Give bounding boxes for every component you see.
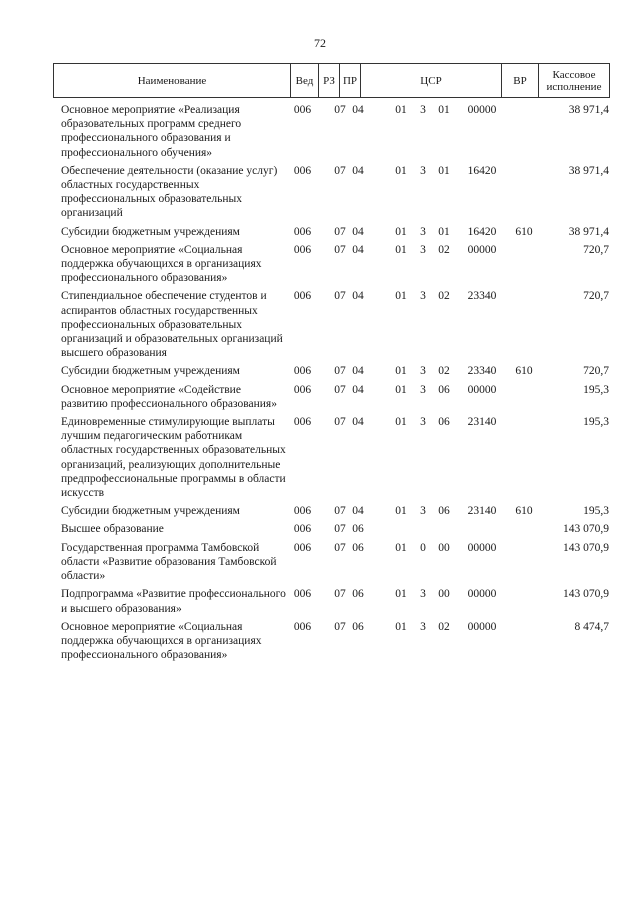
cell-name: Субсидии бюджетным учреждениям: [61, 505, 240, 518]
cell-c4: 23140: [467, 416, 497, 429]
table-row: [53, 415, 613, 500]
cell-rz: 07: [334, 620, 346, 633]
cell-c1: 01: [395, 541, 407, 554]
cell-rz: 07: [334, 383, 346, 396]
header-rz: РЗ: [319, 64, 340, 98]
cell-ved: 006: [293, 104, 312, 116]
table-header: [53, 63, 610, 98]
header-name: Наименование: [54, 64, 291, 98]
cell-c1: 01: [395, 365, 407, 378]
cell-name: Субсидии бюджетным учреждениям: [61, 225, 240, 238]
cell-ved: 006: [293, 505, 312, 518]
cell-amount: 720,7: [583, 365, 609, 378]
cell-name: Обеспечение деятельности (оказание услуг) областных государственных профессиональных образовательных организаций: [61, 164, 278, 220]
cell-vr: 610: [515, 225, 533, 238]
cell-amount: 143 070,9: [563, 523, 609, 536]
cell-rz: 07: [334, 588, 346, 601]
cell-c1: 01: [395, 164, 407, 177]
cell-c4: 00000: [467, 104, 497, 116]
cell-c3: 02: [438, 620, 450, 633]
cell-ved: 006: [293, 290, 312, 303]
cell-c4: 16420: [467, 164, 497, 177]
header-ved: Вед: [291, 64, 319, 98]
cell-amount: 143 070,9: [563, 541, 609, 554]
cell-amount: 38 971,4: [568, 225, 609, 238]
cell-c3: 06: [438, 505, 450, 518]
cell-rz: 07: [334, 225, 346, 238]
table-row: [53, 164, 613, 221]
cell-rz: 07: [334, 365, 346, 378]
table-row: [53, 364, 613, 378]
cell-pr: 04: [352, 290, 364, 303]
cell-c4: 16420: [467, 225, 497, 238]
cell-amount: 195,3: [583, 383, 609, 396]
cell-ved: 006: [293, 365, 312, 378]
table-row: [53, 103, 613, 160]
cell-name: Основное мероприятие «Содействие развитию профессионального образования»: [61, 383, 277, 410]
cell-amount: 38 971,4: [568, 104, 609, 116]
cell-c3: 01: [438, 225, 450, 238]
cell-pr: 04: [352, 416, 364, 429]
table-row: [53, 541, 613, 584]
cell-rz: 07: [334, 541, 346, 554]
cell-c4: 00000: [467, 243, 497, 256]
cell-rz: 07: [334, 164, 346, 177]
cell-pr: 04: [352, 243, 364, 256]
cell-c4: 23340: [467, 290, 497, 303]
cell-pr: 06: [352, 523, 364, 536]
header-pr: ПР: [340, 64, 361, 98]
cell-c4: 00000: [467, 588, 497, 601]
cell-c4: 23140: [467, 505, 497, 518]
cell-c1: 01: [395, 505, 407, 518]
cell-c2: 3: [420, 383, 426, 396]
cell-pr: 04: [352, 505, 364, 518]
cell-c2: 3: [420, 505, 426, 518]
cell-name: Субсидии бюджетным учреждениям: [61, 365, 240, 378]
cell-ved: 006: [293, 416, 312, 429]
cell-c2: 3: [420, 225, 426, 238]
table-row: [53, 243, 613, 286]
table-row: [53, 587, 613, 615]
cell-c2: 3: [420, 416, 426, 429]
cell-ved: 006: [293, 243, 312, 256]
cell-pr: 06: [352, 620, 364, 633]
cell-rz: 07: [334, 290, 346, 303]
cell-name: Стипендиальное обеспечение студентов и аспирантов областных государственных профессиональных образовательных организаций и образовательных организаций высшего образования: [61, 290, 283, 360]
table-row: [53, 522, 613, 536]
cell-ved: 006: [293, 225, 312, 238]
page-number: 72: [314, 36, 326, 50]
cell-amount: 38 971,4: [568, 164, 609, 177]
cell-c4: 00000: [467, 383, 497, 396]
cell-c2: 3: [420, 104, 426, 116]
cell-c3: 01: [438, 164, 450, 177]
header-amount: Кассовое исполнение: [539, 64, 610, 98]
cell-c1: 01: [395, 588, 407, 601]
cell-c3: 01: [438, 104, 450, 116]
cell-pr: 04: [352, 365, 364, 378]
cell-c3: 00: [438, 541, 450, 554]
cell-c4: 23340: [467, 365, 497, 378]
cell-pr: 06: [352, 588, 364, 601]
table-row: [53, 620, 613, 663]
cell-name: Подпрограмма «Развитие профессионального и высшего образования»: [61, 588, 286, 615]
cell-rz: 07: [334, 523, 346, 536]
cell-c4: 00000: [467, 620, 497, 633]
cell-pr: 04: [352, 225, 364, 238]
cell-name: Высшее образование: [61, 523, 164, 536]
cell-c2: 0: [420, 541, 426, 554]
cell-c2: 3: [420, 620, 426, 633]
cell-vr: 610: [515, 505, 533, 518]
cell-pr: 04: [352, 164, 364, 177]
header-csr: ЦСР: [361, 64, 502, 98]
cell-c1: 01: [395, 243, 407, 256]
cell-c3: 02: [438, 365, 450, 378]
cell-c2: 3: [420, 588, 426, 601]
cell-c2: 3: [420, 243, 426, 256]
cell-c3: 06: [438, 383, 450, 396]
cell-name: Единовременные стимулирующие выплаты лучшим педагогическим работникам областных государственных образовательных организаций, реализующих дополнительные предпрофессиональные программы в области искусств: [61, 416, 286, 500]
cell-c3: 02: [438, 290, 450, 303]
cell-pr: 04: [352, 104, 364, 116]
cell-pr: 04: [352, 383, 364, 396]
cell-ved: 006: [293, 383, 312, 396]
cell-c3: 02: [438, 243, 450, 256]
cell-amount: 195,3: [583, 505, 609, 518]
cell-amount: 720,7: [583, 290, 609, 303]
cell-c2: 3: [420, 164, 426, 177]
cell-c3: 06: [438, 416, 450, 429]
cell-ved: 006: [293, 523, 312, 536]
cell-c1: 01: [395, 416, 407, 429]
cell-amount: 195,3: [583, 416, 609, 429]
table-row: [53, 225, 613, 239]
table-row: [53, 289, 613, 360]
cell-name: Основное мероприятие «Социальная поддержка обучающихся в организациях профессионального образования»: [61, 243, 262, 285]
cell-c1: 01: [395, 383, 407, 396]
cell-c2: 3: [420, 290, 426, 303]
cell-amount: 720,7: [583, 243, 609, 256]
cell-rz: 07: [334, 243, 346, 256]
cell-c3: 00: [438, 588, 450, 601]
cell-amount: 143 070,9: [563, 588, 609, 601]
cell-vr: 610: [515, 365, 533, 378]
table-row: [53, 383, 613, 411]
cell-rz: 07: [334, 104, 346, 116]
cell-c1: 01: [395, 104, 407, 116]
table-body: [53, 103, 613, 666]
table-row: [53, 504, 613, 518]
cell-c1: 01: [395, 620, 407, 633]
cell-name: Основное мероприятие «Реализация образовательных программ среднего профессионального образования и профессионального обучения»: [61, 104, 242, 159]
cell-c2: 3: [420, 365, 426, 378]
cell-ved: 006: [293, 588, 312, 601]
cell-pr: 06: [352, 541, 364, 554]
cell-c1: 01: [395, 290, 407, 303]
cell-name: Основное мероприятие «Социальная поддержка обучающихся в организациях профессионального образования»: [61, 620, 262, 662]
cell-rz: 07: [334, 416, 346, 429]
cell-name: Государственная программа Тамбовской области «Развитие образования Тамбовской области»: [61, 541, 277, 583]
cell-c4: 00000: [467, 541, 497, 554]
cell-amount: 8 474,7: [574, 620, 609, 633]
cell-ved: 006: [293, 541, 312, 554]
cell-c1: 01: [395, 225, 407, 238]
cell-ved: 006: [293, 620, 312, 633]
cell-rz: 07: [334, 505, 346, 518]
cell-ved: 006: [293, 164, 312, 177]
header-vr: ВР: [502, 64, 539, 98]
